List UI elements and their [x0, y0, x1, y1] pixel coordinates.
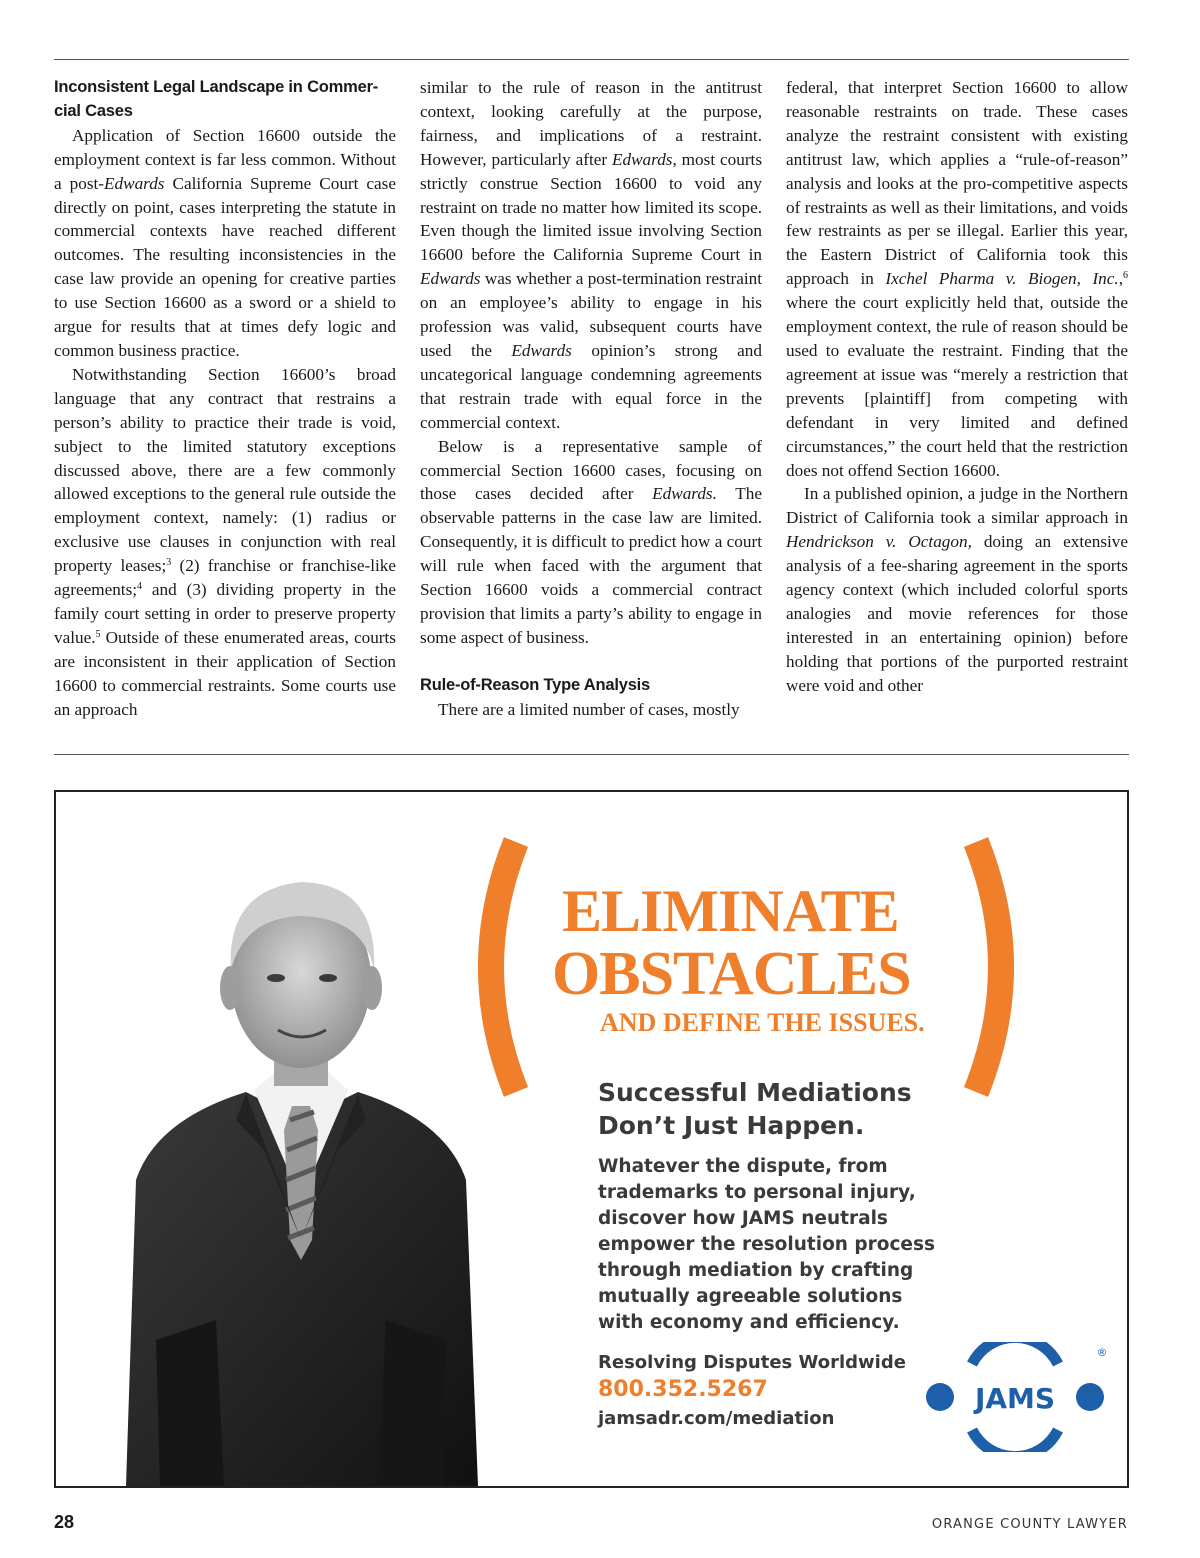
top-rule: [54, 59, 1129, 60]
footnote-ref[interactable]: 5: [95, 628, 101, 640]
paragraph: There are a limited number of cases, mostly: [438, 699, 740, 719]
paragraph: Application of Section 16600 outside the employment context is far less common. Without a post-Edwards California Supreme Court case directly on point, cases interpreting the statute in commercial contexts have reached different outcomes. The resulting inconsistencies in the case law provide an opening for creative parties to use Section 16600 as a sword or a shield to argue for results that at times defy logic and common business practice.: [54, 125, 396, 360]
paragraph: federal, that interpret Section 16600 to allow reasonable restraints on trade. These cases analyze the restraint consistent with existing antitrust law, which applies a “rule-of-reason” analysis and looks at the pro-competitive aspects of restraints as well as their limitations, and voids few restraints as per se illegal. Earlier this year, the Eastern District of California took this approach in Ixchel Pharma v. Biogen, Inc.,$^6$ where the court explicitly held that, outside the employment context, the rule of reason should be used to evaluate the restraint. Finding that the agreement at issue was “merely a restriction that prevents [plaintiff] from competing with defendant in very limited and defined circumstances,” the court held that the restriction does not offend Section 16600.: [786, 78, 1128, 480]
ad-headline-obstacles: OBSTACLES: [552, 940, 911, 1008]
article-column-2: [420, 76, 762, 726]
jams-logo-text: JAMS: [974, 1382, 1056, 1415]
paragraph: In a published opinion, a judge in the Northern District of California took a similar approach in Hendrickson v. Octagon, doing an extensive analysis of a fee-sharing agreement in the sports agency context (which included colorful sports analogies and movie references for those interested in an entertaining opinion) before holding that portions of the purported restraint were void and other: [786, 484, 1128, 695]
ad-website-link[interactable]: jamsadr.com/mediation: [598, 1408, 835, 1429]
publication-name: ORANGE COUNTY LAWYER: [931, 1517, 1128, 1532]
section-heading-rule-of-reason: Rule-of-Reason Type Analysis: [420, 675, 651, 694]
section-heading-inconsistent: Inconsistent Legal Landscape in Commer-cial Cases: [54, 78, 379, 120]
ad-phone-number[interactable]: 800.352.5267: [598, 1377, 768, 1402]
middle-rule: [54, 754, 1129, 755]
jams-advertisement[interactable]: [54, 790, 1129, 1488]
paragraph: Notwithstanding Section 16600’s broad language that any contract that restrains a person’s ability to practice their trade is void, subject to the limited statutory exceptions discussed above, there are a few commonly allowed exceptions to the general rule outside the employment context, namely: (1) radius or exclusive use clauses in conjunction with real property leases;$^3$ (2) franchise or franchise-like agreements;$^4$ and (3) dividing property in the family court setting in order to preserve property value.$^5$ Outside of these enumerated areas, courts are inconsistent in their application of Section 16600 to commercial restraints. Some courts use an approach: [54, 364, 396, 719]
registered-mark: ®: [1096, 1346, 1108, 1359]
page-number: 28: [54, 1512, 75, 1532]
article-column-1: [54, 76, 396, 726]
ad-headline-eliminate: ELIMINATE: [562, 878, 899, 944]
paragraph: Below is a representative sample of commercial Section 16600 cases, focusing on those cases decided after Edwards. The observable patterns in the case law are limited. Consequently, it is difficult to predict how a court will rule when faced with the argument that Section 16600 voids a commercial contract provision that limits a party’s ability to engage in some aspect of business.: [420, 436, 762, 647]
ad-subheading: Successful Mediations Don’t Just Happen.: [598, 1078, 912, 1140]
paragraph: similar to the rule of reason in the antitrust context, looking carefully at the purpose, fairness, and implications of a restraint. However, particularly after Edwards, most courts strictly construe Section 16600 to void any restraint on trade no matter how limited its scope. Even though the limited issue involving Section 16600 before the California Supreme Court in Edwards was whether a post-termination restraint on an employee’s ability to engage in his profession was valid, subsequent courts have used the Edwards opinion’s strong and uncategorical language condemning agreements that restrain trade with equal force in the commercial context.: [420, 78, 762, 432]
footnote-ref[interactable]: 6: [1123, 270, 1128, 282]
ad-body-copy: Whatever the dispute, from trademarks to personal injury, discover how JAMS neutrals empower the resolution process through mediation by crafting mutually agreeable solutions with economy and efficiency.: [598, 1156, 936, 1333]
article-column-3: [786, 76, 1128, 726]
footnote-ref[interactable]: 4: [137, 581, 143, 593]
businessman-photo: [96, 820, 506, 1486]
ad-tagline: Resolving Disputes Worldwide: [598, 1352, 906, 1373]
ad-headline-define-issues: AND DEFINE THE ISSUES.: [600, 1008, 925, 1037]
footnote-ref[interactable]: 3: [166, 557, 172, 569]
jams-logo: [922, 1342, 1108, 1452]
